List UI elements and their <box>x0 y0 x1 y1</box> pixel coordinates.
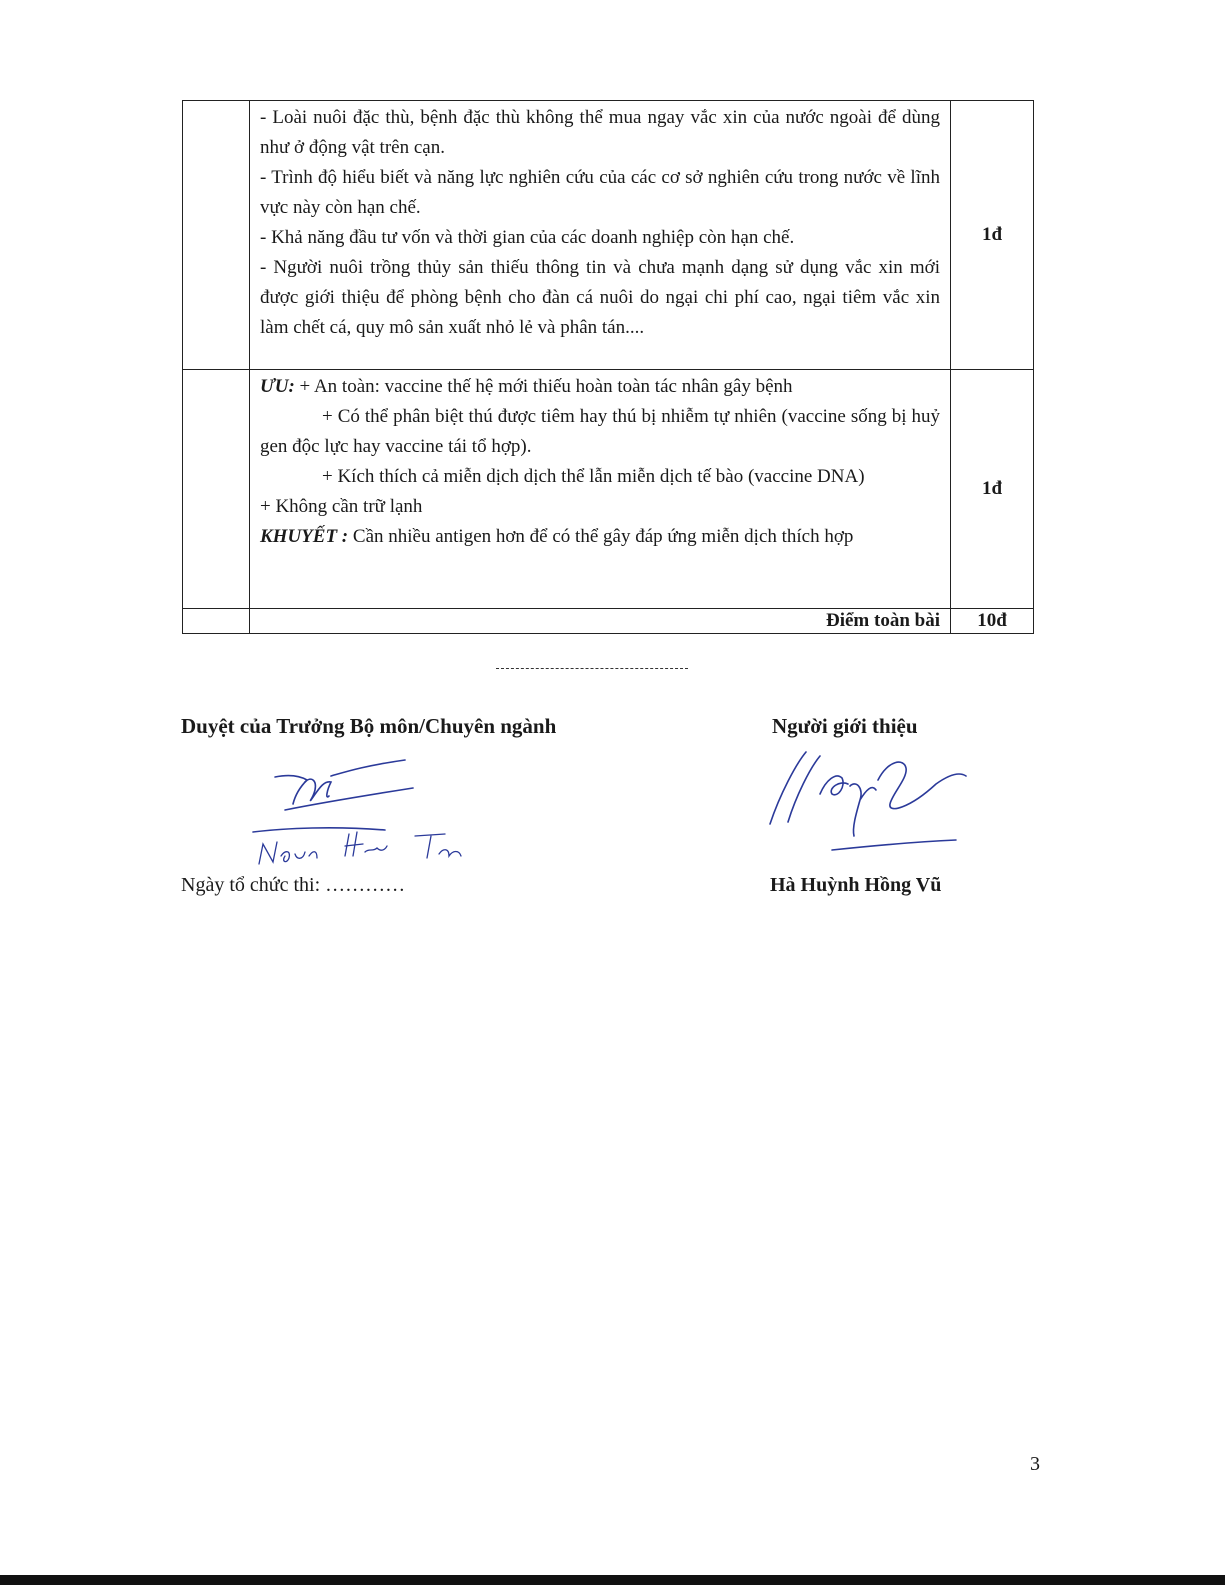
approval-title: Duyệt của Trưởng Bộ môn/Chuyên ngành <box>181 714 557 738</box>
table-row <box>183 370 1034 609</box>
advantage-text: + Có thể phân biệt thú được tiêm hay thú bị nhiễm tự nhiên (vaccine sống bị huỷ gen độc lực hay vaccine tái tổ hợp). <box>260 406 940 457</box>
page-number: 3 <box>1030 1453 1040 1475</box>
total-score: 10đ <box>951 609 1034 634</box>
total-row <box>183 609 1034 634</box>
paragraph: - Trình độ hiểu biết và năng lực nghiên cứu của các cơ sở nghiên cứu trong nước về lĩnh vực này còn hạn chế. <box>260 167 940 218</box>
empty-cell <box>183 370 250 609</box>
content-cell <box>250 370 951 609</box>
score-cell: 1đ <box>951 101 1034 370</box>
approver-signature <box>245 752 485 872</box>
advantage-label: ƯU: <box>260 376 295 397</box>
content-cell <box>250 101 951 370</box>
introducer-name: Hà Huỳnh Hồng Vũ <box>770 874 942 896</box>
disadvantage-text: Cần nhiều antigen hơn để có thể gây đáp ứng miễn dịch thích hợp <box>348 526 854 547</box>
disadvantage-label: KHUYẾT : <box>260 526 349 547</box>
introducer-signature <box>760 744 970 859</box>
paragraph: - Loài nuôi đặc thù, bệnh đặc thù không thể mua ngay vắc xin của nước ngoài để dùng như ở động vật trên cạn. <box>260 107 940 158</box>
advantage-text: + Kích thích cả miễn dịch dịch thể lẫn miễn dịch tế bào (vaccine DNA) <box>322 466 865 487</box>
advantage-line: + Không cần trữ lạnh <box>260 496 423 517</box>
empty-cell <box>183 609 250 634</box>
dashed-separator <box>496 668 688 669</box>
empty-cell <box>183 101 250 370</box>
advantage-line <box>260 372 940 402</box>
introducer-title: Người giới thiệu <box>772 714 918 738</box>
total-label: Điểm toàn bài <box>250 609 951 634</box>
paragraph: - Người nuôi trồng thủy sản thiếu thông tin và chưa mạnh dạng sử dụng vắc xin mới được giới thiệu để phòng bệnh cho đàn cá nuôi do ngại chi phí cao, ngại tiêm vắc xin làm chết cá, quy mô sản xuất nhỏ lẻ và phân tán.... <box>260 257 940 338</box>
advantage-line <box>260 402 940 462</box>
table-row <box>183 101 1034 370</box>
grading-table <box>182 100 1034 634</box>
paragraph: - Khả năng đầu tư vốn và thời gian của các doanh nghiệp còn hạn chế. <box>260 227 795 248</box>
score-cell: 1đ <box>951 370 1034 609</box>
scan-bottom-edge <box>0 1575 1225 1585</box>
advantage-text: + An toàn: vaccine thế hệ mới thiếu hoàn toàn tác nhân gây bệnh <box>294 376 793 397</box>
advantage-line <box>260 462 940 492</box>
exam-date-line: Ngày tổ chức thi: ………… <box>181 874 406 896</box>
disadvantage-line <box>260 522 940 552</box>
